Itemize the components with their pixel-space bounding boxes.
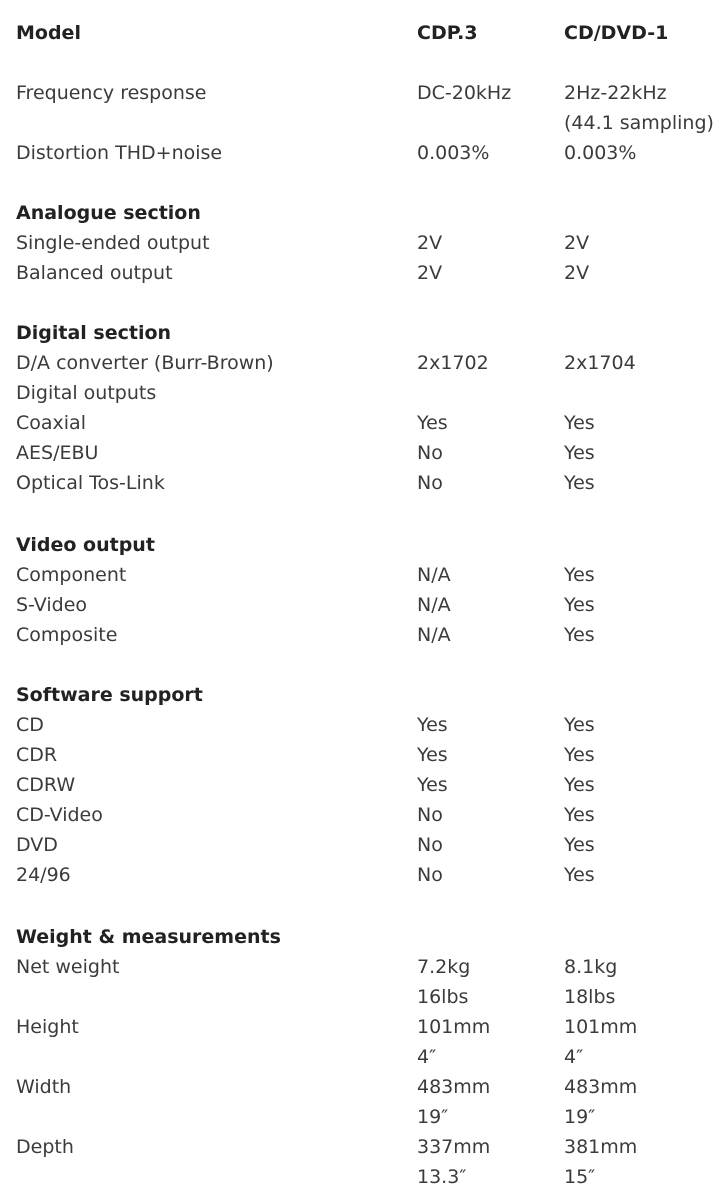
section-heading: Digital section — [16, 322, 172, 344]
section-heading-software — [0, 680, 724, 710]
spec-value-col2: 18lbs — [564, 986, 616, 1008]
spec-label: Width — [16, 1076, 72, 1098]
spec-value-col1: 2V — [417, 232, 443, 254]
section-heading-digital — [0, 318, 724, 348]
spec-value-col1: 13.3″ — [417, 1166, 467, 1188]
spec-row-frequency-note — [0, 108, 724, 138]
model-col2: CD/DVD-1 — [564, 22, 669, 44]
spec-label: CDR — [16, 744, 58, 766]
spec-note-col2: (44.1 sampling) — [564, 112, 714, 134]
spec-row-single-ended — [0, 228, 724, 258]
spec-value-col2: Yes — [564, 472, 595, 494]
spec-value-col2: 2Hz-22kHz — [564, 82, 667, 104]
spec-row-height-imperial — [0, 1042, 724, 1072]
spec-row-depth-imperial — [0, 1162, 724, 1192]
spec-row-cdrw — [0, 770, 724, 800]
spec-row-aes-ebu — [0, 438, 724, 468]
spec-label: Frequency response — [16, 82, 207, 104]
spec-value-col1: Yes — [417, 744, 448, 766]
spec-label: 24/96 — [16, 864, 71, 886]
spec-row-dvd — [0, 830, 724, 860]
spec-value-col1: Yes — [417, 774, 448, 796]
spec-value-col2: Yes — [564, 442, 595, 464]
spec-value-col2: Yes — [564, 744, 595, 766]
spec-value-col1: 0.003% — [417, 142, 490, 164]
spec-label: CD-Video — [16, 804, 103, 826]
spec-label: Optical Tos-Link — [16, 472, 165, 494]
spec-row-s-video — [0, 590, 724, 620]
spec-value-col1: N/A — [417, 564, 451, 586]
spec-value-col2: Yes — [564, 714, 595, 736]
spec-label: Coaxial — [16, 412, 86, 434]
section-heading-analogue — [0, 198, 724, 228]
spec-value-col2: 4″ — [564, 1046, 584, 1068]
spec-label: CDRW — [16, 774, 76, 796]
spec-row-dac — [0, 348, 724, 378]
spec-value-col2: 483mm — [564, 1076, 638, 1098]
spec-label: CD — [16, 714, 44, 736]
spec-value-col2: Yes — [564, 834, 595, 856]
spec-row-net-weight — [0, 952, 724, 982]
spec-row-depth — [0, 1132, 724, 1162]
spec-row-balanced — [0, 258, 724, 288]
spec-value-col1: 4″ — [417, 1046, 437, 1068]
spec-label: Height — [16, 1016, 79, 1038]
spec-value-col2: Yes — [564, 412, 595, 434]
spec-row-width-imperial — [0, 1102, 724, 1132]
spec-row-frequency — [0, 78, 724, 108]
spec-value-col1: 16lbs — [417, 986, 469, 1008]
spec-label: AES/EBU — [16, 442, 99, 464]
spec-row-thd — [0, 138, 724, 168]
section-heading-video — [0, 530, 724, 560]
spec-row-optical — [0, 468, 724, 498]
spec-value-col1: 2V — [417, 262, 443, 284]
spec-value-col2: Yes — [564, 564, 595, 586]
spec-value-col1: 19″ — [417, 1106, 449, 1128]
header-row — [0, 18, 724, 48]
spec-label: Digital outputs — [16, 382, 157, 404]
spec-row-composite — [0, 620, 724, 650]
spec-value-col1: 2x1702 — [417, 352, 489, 374]
spec-value-col2: Yes — [564, 804, 595, 826]
spec-label: D/A converter (Burr-Brown) — [16, 352, 274, 374]
spec-value-col1: DC-20kHz — [417, 82, 512, 104]
model-col1: CDP.3 — [417, 22, 478, 44]
spec-label: Distortion THD+noise — [16, 142, 223, 164]
spec-value-col1: N/A — [417, 624, 451, 646]
spec-value-col1: No — [417, 804, 443, 826]
spec-value-col2: 0.003% — [564, 142, 637, 164]
spec-row-digital-outputs — [0, 378, 724, 408]
spec-value-col1: 483mm — [417, 1076, 491, 1098]
spec-label: Composite — [16, 624, 118, 646]
spec-label: Balanced output — [16, 262, 173, 284]
spec-value-col1: 7.2kg — [417, 956, 471, 978]
section-heading: Weight & measurements — [16, 926, 281, 948]
section-heading: Video output — [16, 534, 155, 556]
spec-value-col2: 8.1kg — [564, 956, 618, 978]
spec-row-cd — [0, 710, 724, 740]
spec-row-cd-video — [0, 800, 724, 830]
spec-value-col1: Yes — [417, 714, 448, 736]
spec-value-col2: 101mm — [564, 1016, 638, 1038]
spec-value-col1: No — [417, 442, 443, 464]
spec-row-height — [0, 1012, 724, 1042]
spec-value-col1: 101mm — [417, 1016, 491, 1038]
spec-value-col1: N/A — [417, 594, 451, 616]
section-heading: Software support — [16, 684, 203, 706]
spec-label: Single-ended output — [16, 232, 210, 254]
spec-value-col2: 2V — [564, 232, 590, 254]
spec-label: Component — [16, 564, 127, 586]
spec-row-net-weight-imperial — [0, 982, 724, 1012]
spec-value-col1: Yes — [417, 412, 448, 434]
model-label: Model — [16, 22, 81, 44]
spec-value-col2: 2x1704 — [564, 352, 636, 374]
spec-value-col1: 337mm — [417, 1136, 491, 1158]
spec-value-col2: 15″ — [564, 1166, 596, 1188]
spec-label: Net weight — [16, 956, 120, 978]
spec-value-col2: Yes — [564, 594, 595, 616]
spec-value-col2: 19″ — [564, 1106, 596, 1128]
section-heading-weight — [0, 922, 724, 952]
spec-label: DVD — [16, 834, 58, 856]
spec-value-col2: 2V — [564, 262, 590, 284]
spec-value-col1: No — [417, 472, 443, 494]
spec-value-col1: No — [417, 864, 443, 886]
spec-value-col2: Yes — [564, 864, 595, 886]
spec-row-width — [0, 1072, 724, 1102]
section-heading: Analogue section — [16, 202, 201, 224]
spec-value-col1: No — [417, 834, 443, 856]
spec-label: S-Video — [16, 594, 88, 616]
spec-label: Depth — [16, 1136, 74, 1158]
spec-row-24-96 — [0, 860, 724, 890]
spec-row-coaxial — [0, 408, 724, 438]
spec-row-component — [0, 560, 724, 590]
spec-value-col2: Yes — [564, 774, 595, 796]
spec-row-cdr — [0, 740, 724, 770]
spec-value-col2: Yes — [564, 624, 595, 646]
spec-value-col2: 381mm — [564, 1136, 638, 1158]
